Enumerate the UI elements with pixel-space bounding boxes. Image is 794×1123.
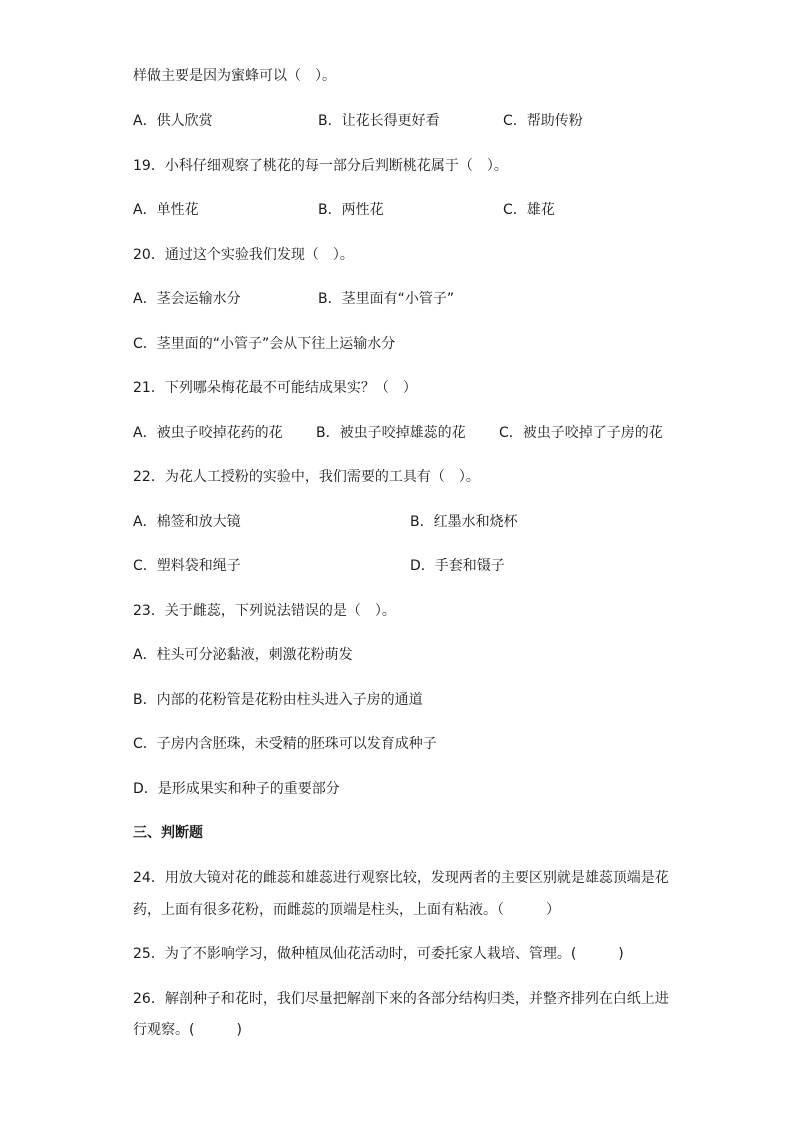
q23-option-a: A．柱头可分泌黏液，刺激花粉萌发: [133, 647, 353, 663]
question-20-stem: 20．通过这个实验我们发现（ ）。: [133, 247, 354, 263]
question-25-stem: 25．为了不影响学习，做种植凤仙花活动时，可委托家人栽培、管理。( ): [133, 946, 624, 962]
q21-option-b: B．被虫子咬掉雄蕊的花: [316, 425, 466, 441]
question-18-continuation: 样做主要是因为蜜蜂可以（ ）。: [133, 68, 336, 84]
q19-option-b: B．两性花: [318, 202, 384, 218]
q22-option-d: D．手套和镊子: [410, 558, 505, 574]
q20-option-b: B．茎里面有“小管子”: [318, 291, 455, 307]
q18-option-a: A．供人欣赏: [133, 113, 213, 129]
q19-option-c: C．雄花: [503, 202, 555, 218]
q18-option-c: C．帮助传粉: [503, 113, 583, 129]
q23-option-b: B．内部的花粉管是花粉由柱头进入子房的通道: [133, 692, 423, 708]
question-24-line-1: 24．用放大镜对花的雌蕊和雄蕊进行观察比较，发现两者的主要区别就是雄蕊顶端是花: [133, 870, 669, 886]
question-22-stem: 22．为花人工授粉的实验中，我们需要的工具有（ ）。: [133, 469, 480, 485]
question-26-line-2: 行观察。( ): [133, 1022, 242, 1038]
q21-option-c: C．被虫子咬掉了子房的花: [499, 425, 663, 441]
q22-option-a: A．棉签和放大镜: [133, 514, 241, 530]
q19-option-a: A．单性花: [133, 202, 199, 218]
q22-option-b: B．红墨水和烧杯: [410, 514, 518, 530]
q23-option-d: D．是形成果实和种子的重要部分: [133, 781, 340, 797]
q20-option-c: C．茎里面的“小管子”会从下往上运输水分: [133, 336, 396, 352]
question-24-line-2: 药，上面有很多花粉，而雌蕊的顶端是柱头，上面有粘液。（ ）: [133, 902, 560, 918]
question-23-stem: 23．关于雌蕊，下列说法错误的是（ ）。: [133, 603, 396, 619]
question-26-line-1: 26．解剖种子和花时，我们尽量把解剖下来的各部分结构归类，并整齐排列在白纸上进: [133, 991, 669, 1007]
section-heading-judgment: 三、判断题: [133, 825, 203, 841]
question-21-stem: 21．下列哪朵梅花最不可能结成果实？（ ）: [133, 380, 417, 396]
question-19-stem: 19．小科仔细观察了桃花的每一部分后判断桃花属于（ ）。: [133, 158, 508, 174]
q20-option-a: A．茎会运输水分: [133, 291, 241, 307]
q23-option-c: C．子房内含胚珠，未受精的胚珠可以发育成种子: [133, 736, 437, 752]
q22-option-c: C．塑料袋和绳子: [133, 558, 241, 574]
q21-option-a: A．被虫子咬掉花药的花: [133, 425, 283, 441]
q18-option-b: B．让花长得更好看: [318, 113, 440, 129]
